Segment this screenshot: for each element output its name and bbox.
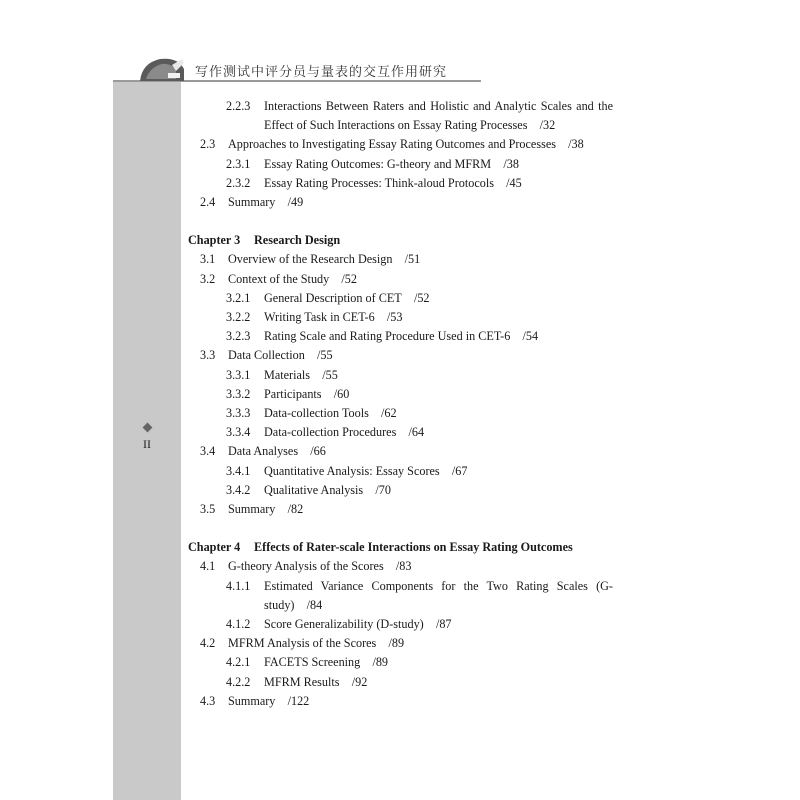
toc-entry-page: /84: [306, 597, 323, 612]
table-of-contents: [188, 97, 613, 711]
toc-entry-page: /53: [386, 310, 403, 325]
toc-entry-title: MFRM Analysis of the Scores: [228, 636, 377, 651]
toc-entry-number: 3.1: [200, 252, 216, 267]
toc-entry-page: /38: [503, 156, 519, 171]
toc-entry: [188, 442, 613, 461]
toc-entry: [188, 135, 613, 154]
toc-entry: [188, 270, 613, 289]
toc-entry-number: 3.5: [200, 502, 216, 517]
toc-entry-page: /38: [568, 137, 584, 152]
toc-entry: [188, 385, 613, 404]
toc-entry-number: 4.1.1: [226, 578, 251, 593]
toc-entry-title: Qualitative Analysis: [264, 482, 364, 497]
toc-entry: [188, 615, 613, 634]
toc-entry: [188, 327, 613, 346]
toc-entry-page: /87: [435, 617, 452, 632]
toc-chapter-heading: [188, 538, 613, 557]
toc-entry: [188, 289, 613, 308]
toc-entry-page: /52: [341, 271, 357, 286]
toc-entry-title: Data Analyses: [228, 444, 299, 459]
toc-entry: [188, 308, 613, 327]
toc-entry-number: 4.1: [200, 559, 216, 574]
toc-entry-title: Data-collection Tools: [264, 406, 369, 421]
book-logo-icon: [138, 55, 186, 81]
toc-entry-title: Interactions Between Raters and Holistic and Analytic Scales and the Effect of Such Interactions on Essay Rating Processes: [264, 99, 613, 133]
toc-entry-number: 3.4.1: [226, 463, 251, 478]
toc-entry-title: Data-collection Procedures: [264, 425, 397, 440]
toc-entry-page: /83: [395, 559, 412, 574]
toc-entry-number: 3.3.1: [226, 367, 251, 382]
toc-entry: [188, 423, 613, 442]
toc-entry-title: Summary: [228, 195, 276, 210]
toc-entry-number: 3.3.2: [226, 386, 251, 401]
toc-entry-number: 3.2.1: [226, 290, 251, 305]
toc-entry-title: Summary: [228, 693, 276, 708]
toc-entry-title: Summary: [228, 502, 276, 517]
toc-entry-page: /89: [372, 655, 389, 670]
toc-entry-number: 2.3.1: [226, 156, 251, 171]
toc-entry: [188, 500, 613, 519]
toc-entry: [188, 193, 613, 212]
toc-entry: [188, 250, 613, 269]
page-marker: [140, 424, 154, 452]
toc-entry-page: /49: [287, 195, 304, 210]
toc-entry-number: 4.2: [200, 636, 216, 651]
toc-chapter-heading: [188, 231, 613, 250]
toc-entry-page: /45: [506, 175, 522, 190]
toc-entry-title: Writing Task in CET-6: [264, 310, 375, 325]
toc-entry: [188, 155, 613, 174]
toc-entry-page: /52: [413, 290, 430, 305]
toc-entry-page: /82: [287, 502, 304, 517]
toc-entry-page: /60: [333, 386, 350, 401]
toc-entry: [188, 481, 613, 500]
toc-entry-page: /92: [351, 674, 368, 689]
toc-entry-page: /122: [287, 693, 310, 708]
toc-entry-number: 4.1.2: [226, 617, 251, 632]
toc-entry: [188, 634, 613, 653]
toc-entry-title: General Description of CET: [264, 290, 402, 305]
toc-entry-title: FACETS Screening: [264, 655, 361, 670]
toc-entry: [188, 366, 613, 385]
toc-entry-number: 3.2.2: [226, 310, 251, 325]
toc-entry-title: G-theory Analysis of the Scores: [228, 559, 384, 574]
toc-entry-title: Score Generalizability (D-study): [264, 617, 424, 632]
toc-entry-number: 2.3: [200, 137, 216, 152]
toc-entry-title: Quantitative Analysis: Essay Scores: [264, 463, 440, 478]
toc-entry-number: Chapter 4: [188, 540, 241, 555]
toc-entry-title: Data Collection: [228, 348, 305, 363]
toc-entry-title: Context of the Study: [228, 271, 330, 286]
toc-entry-page: /62: [381, 406, 397, 421]
toc-entry-number: 2.4: [200, 195, 216, 210]
toc-entry-number: 3.2.3: [226, 329, 251, 344]
toc-entry: [188, 692, 613, 711]
toc-entry-page: /55: [317, 348, 333, 363]
toc-entry-page: /55: [322, 367, 338, 382]
toc-entry-number: 3.3: [200, 348, 216, 363]
toc-entry: [188, 462, 613, 481]
toc-entry-number: 3.4.2: [226, 482, 251, 497]
toc-entry-number: 3.2: [200, 271, 216, 286]
toc-entry-title: Essay Rating Processes: Think-aloud Protocols: [264, 175, 494, 190]
toc-entry-title: Estimated Variance Components for the Two Rating Scales (G-study): [264, 578, 613, 612]
toc-entry-title: Materials: [264, 367, 311, 382]
toc-entry-page: /51: [404, 252, 421, 267]
toc-entry-number: Chapter 3: [188, 233, 241, 248]
toc-entry-page: /66: [310, 444, 326, 459]
toc-entry: [188, 673, 613, 692]
toc-entry-page: /54: [522, 329, 539, 344]
toc-entry: [188, 346, 613, 365]
toc-entry-page: /70: [375, 482, 391, 497]
toc-entry-number: 2.2.3: [226, 99, 251, 113]
toc-entry: [188, 557, 613, 576]
toc-entry-number: 4.2.2: [226, 674, 251, 689]
toc-entry-number: 3.3.4: [226, 425, 251, 440]
toc-entry: [188, 97, 613, 135]
toc-entry: [188, 404, 613, 423]
toc-entry-page: /64: [408, 425, 425, 440]
running-header-title: 写作测试中评分员与量表的交互作用研究: [195, 65, 448, 80]
toc-entry-title: MFRM Results: [264, 674, 340, 689]
toc-entry-number: 3.3.3: [226, 406, 251, 421]
page-number: II: [143, 437, 151, 451]
toc-entry-title: Rating Scale and Rating Procedure Used in CET-6: [264, 329, 511, 344]
toc-entry-page: /32: [539, 118, 556, 133]
toc-entry-title: Overview of the Research Design: [228, 252, 393, 267]
toc-entry: [188, 653, 613, 672]
diamond-icon: [142, 423, 152, 433]
toc-entry-page: /67: [451, 463, 468, 478]
toc-entry-title: Approaches to Investigating Essay Rating Outcomes and Processes: [228, 137, 556, 152]
toc-entry-number: 4.2.1: [226, 655, 251, 670]
toc-entry-number: 3.4: [200, 444, 216, 459]
toc-entry-title: Effects of Rater-scale Interactions on Essay Rating Outcomes: [254, 540, 573, 555]
toc-entry: [188, 174, 613, 193]
toc-entry-page: /89: [388, 636, 405, 651]
toc-entry: [188, 577, 613, 615]
toc-entry-number: 4.3: [200, 693, 216, 708]
toc-entry-number: 2.3.2: [226, 175, 251, 190]
toc-entry-title: Essay Rating Outcomes: G-theory and MFRM: [264, 156, 492, 171]
toc-entry-title: Research Design: [254, 233, 341, 248]
toc-entry-title: Participants: [264, 386, 322, 401]
